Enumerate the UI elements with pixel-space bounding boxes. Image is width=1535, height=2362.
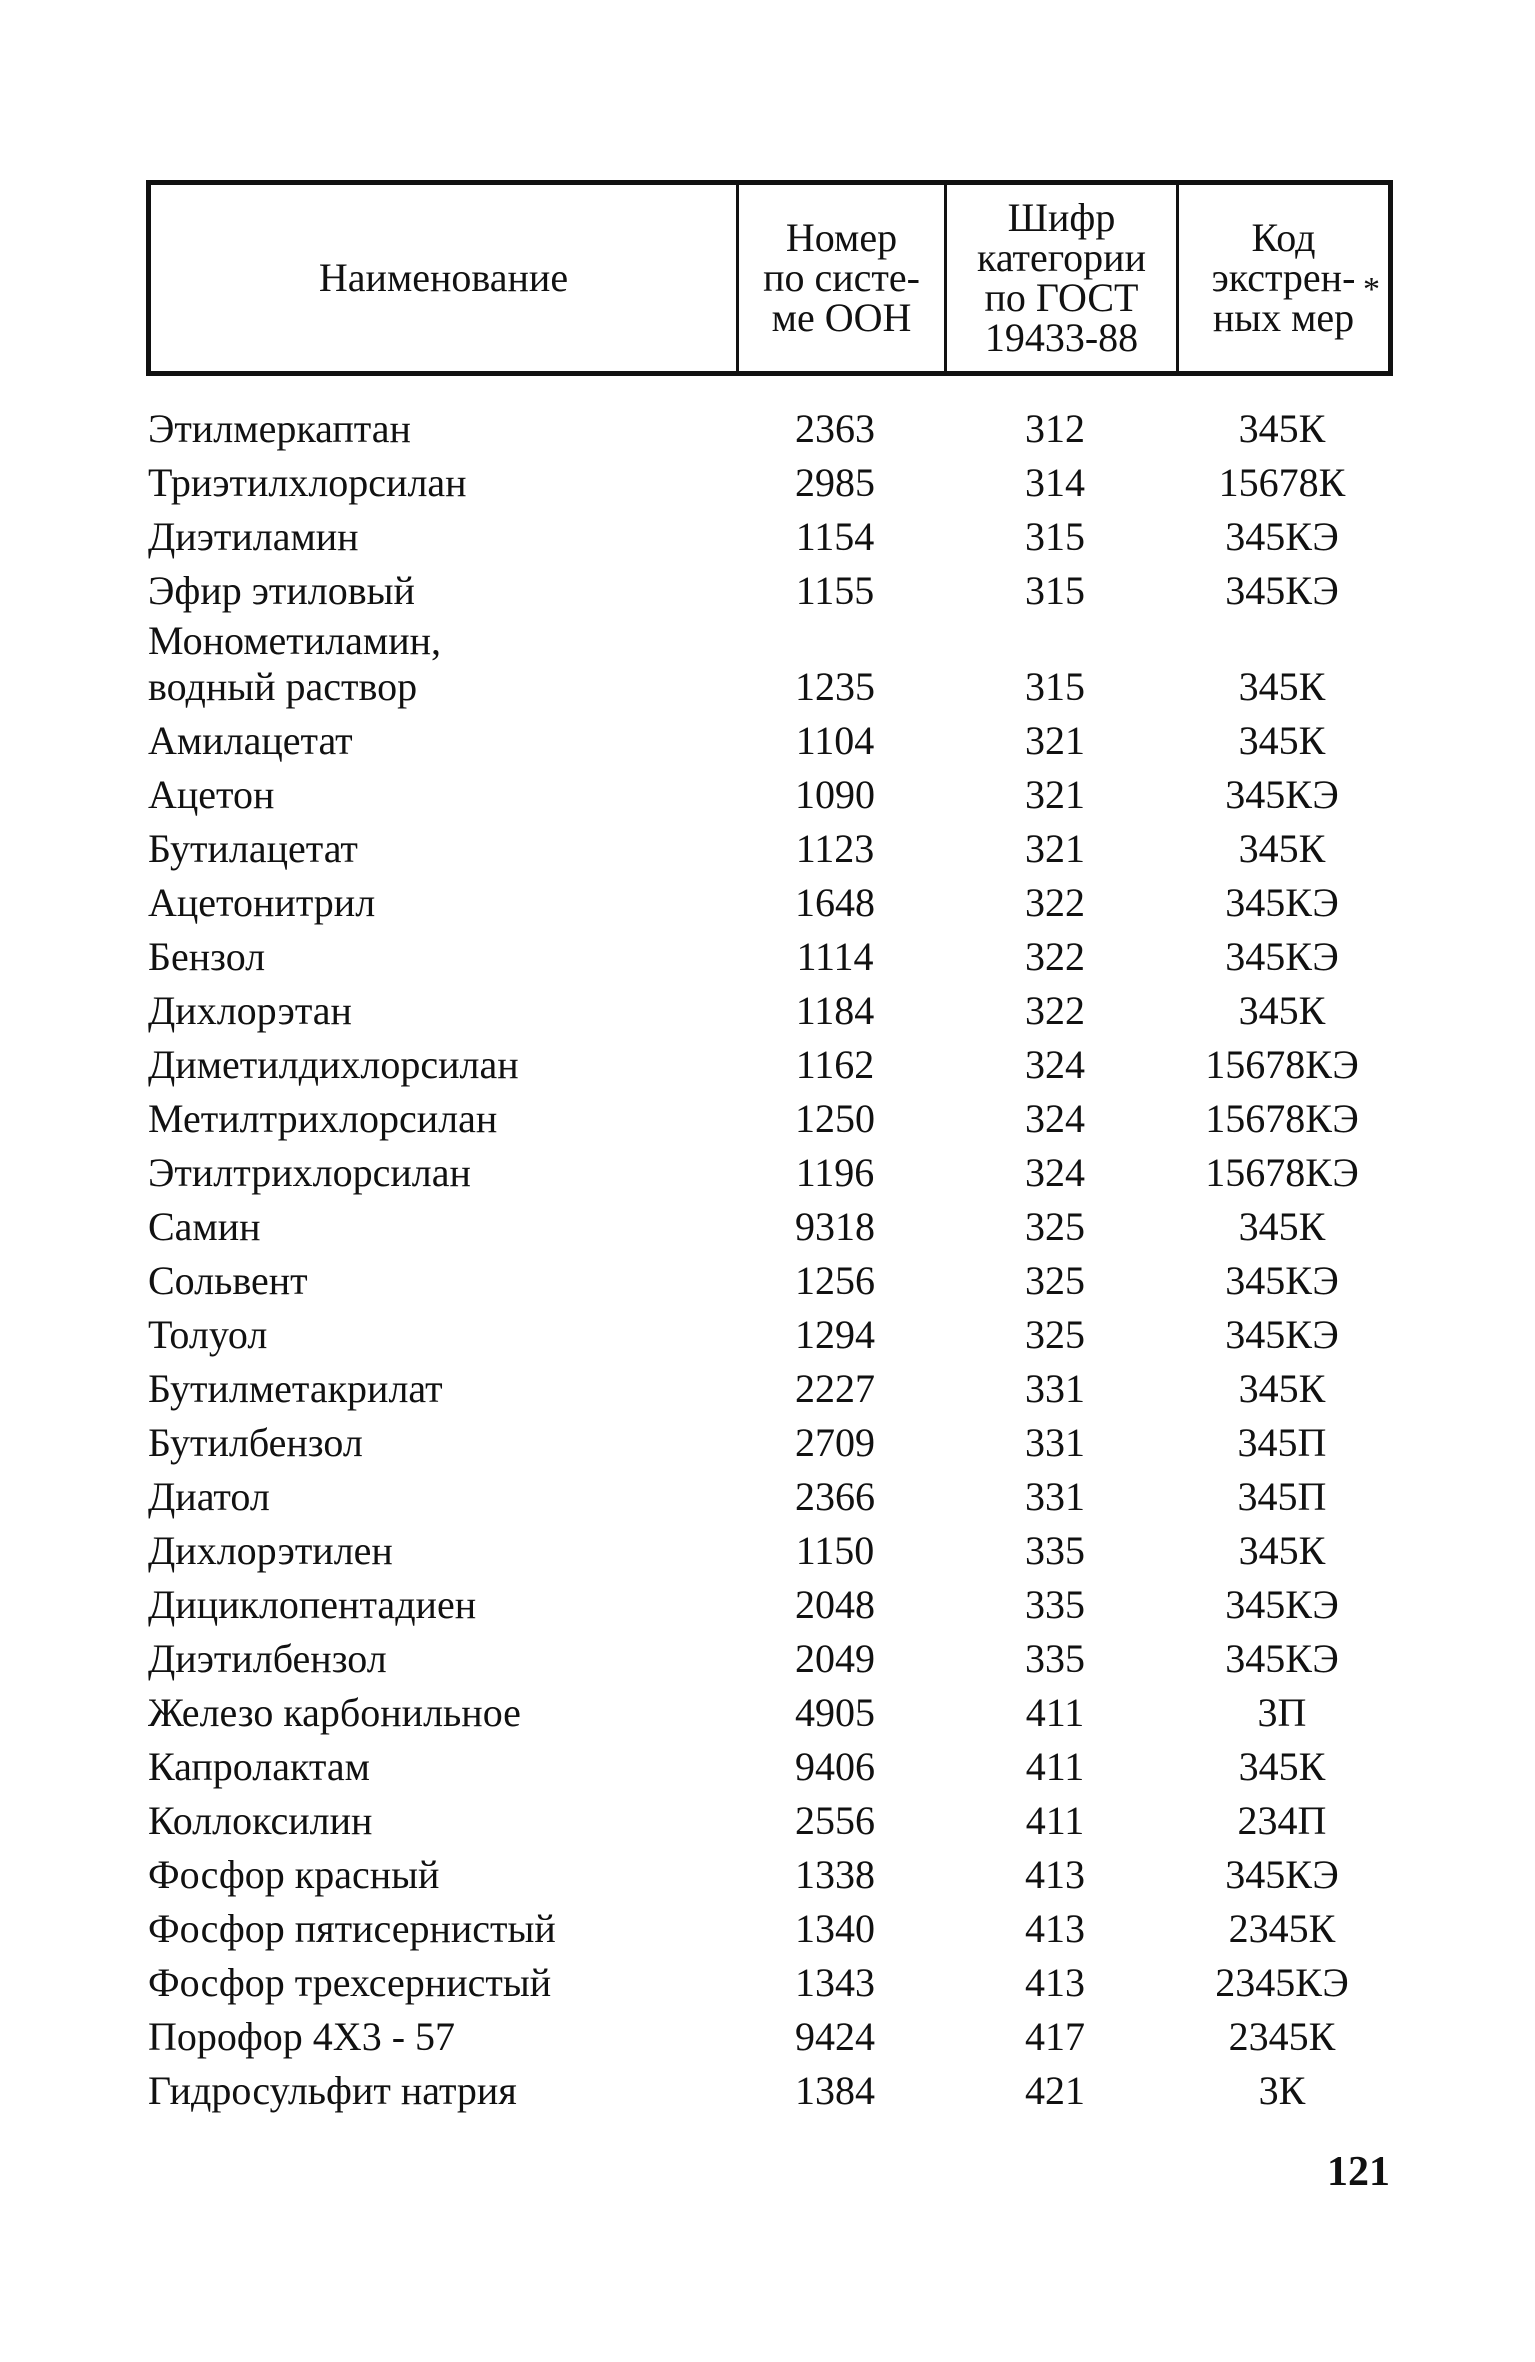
cell-un-number: 1340 bbox=[795, 1906, 875, 1951]
header-category: Шифр категории по ГОСТ 19433-88 bbox=[944, 185, 1176, 371]
cell-category: 322 bbox=[1025, 934, 1085, 979]
cell-name: Метилтрихлорсилан bbox=[148, 1096, 498, 1141]
cell-un-number: 9318 bbox=[795, 1204, 875, 1249]
cell-emergency-code: 345КЭ bbox=[1225, 1852, 1339, 1897]
table-header bbox=[146, 180, 1393, 376]
cell-category: 321 bbox=[1025, 826, 1085, 871]
table-row bbox=[146, 1898, 1393, 1952]
table-body bbox=[146, 398, 1393, 2114]
cell-emergency-code: 345КЭ bbox=[1225, 1312, 1339, 1357]
table-row bbox=[146, 398, 1393, 452]
cell-category: 325 bbox=[1025, 1204, 1085, 1249]
cell-emergency-code: 15678КЭ bbox=[1205, 1150, 1359, 1195]
table-row bbox=[146, 1196, 1393, 1250]
cell-category: 324 bbox=[1025, 1150, 1085, 1195]
cell-name: Порофор 4Х3 - 57 bbox=[148, 2014, 456, 2059]
cell-emergency-code: 345П bbox=[1237, 1420, 1327, 1465]
cell-category: 315 bbox=[1025, 568, 1085, 613]
cell-un-number: 2709 bbox=[795, 1420, 875, 1465]
cell-un-number: 1184 bbox=[795, 988, 875, 1033]
cell-un-number: 1162 bbox=[795, 1042, 875, 1087]
cell-category: 315 bbox=[1025, 514, 1085, 559]
cell-name: Капролактам bbox=[148, 1744, 370, 1789]
table-row bbox=[146, 1952, 1393, 2006]
cell-name: Диэтилбензол bbox=[148, 1636, 387, 1681]
cell-name: Бутилацетат bbox=[148, 826, 358, 871]
cell-category: 322 bbox=[1025, 880, 1085, 925]
cell-name: Коллоксилин bbox=[148, 1798, 373, 1843]
table-row bbox=[146, 818, 1393, 872]
cell-emergency-code: 345П bbox=[1237, 1474, 1327, 1519]
table-row bbox=[146, 614, 1393, 710]
cell-category: 413 bbox=[1025, 1960, 1085, 2005]
cell-emergency-code: 2345К bbox=[1228, 1906, 1336, 1951]
table-row bbox=[146, 1250, 1393, 1304]
table-row bbox=[146, 452, 1393, 506]
cell-name: Фосфор красный bbox=[148, 1852, 440, 1897]
table-row bbox=[146, 1628, 1393, 1682]
cell-un-number: 1104 bbox=[795, 718, 875, 763]
cell-category: 421 bbox=[1025, 2068, 1085, 2113]
cell-un-number: 1123 bbox=[795, 826, 875, 871]
cell-emergency-code: 2345К bbox=[1228, 2014, 1336, 2059]
table-row bbox=[146, 1574, 1393, 1628]
cell-emergency-code: 345КЭ bbox=[1225, 568, 1339, 613]
cell-un-number: 9424 bbox=[795, 2014, 875, 2059]
cell-name: Сольвент bbox=[148, 1258, 308, 1303]
cell-name: Этилтрихлорсилан bbox=[148, 1150, 471, 1195]
cell-name: Дициклопентадиен bbox=[148, 1582, 477, 1627]
cell-un-number: 1090 bbox=[795, 772, 875, 817]
table-row bbox=[146, 1844, 1393, 1898]
cell-un-number: 1150 bbox=[795, 1528, 875, 1573]
cell-category: 411 bbox=[1025, 1744, 1085, 1789]
cell-emergency-code: 345К bbox=[1238, 406, 1326, 451]
cell-name: Фосфор пятисернистый bbox=[148, 1906, 556, 1951]
cell-category: 417 bbox=[1025, 2014, 1085, 2059]
cell-name: Ацетон bbox=[148, 772, 275, 817]
table-row bbox=[146, 872, 1393, 926]
cell-name: Толуол bbox=[148, 1312, 268, 1357]
cell-category: 322 bbox=[1025, 988, 1085, 1033]
cell-emergency-code: 345КЭ bbox=[1225, 772, 1339, 817]
table-row bbox=[146, 1466, 1393, 1520]
table-row bbox=[146, 1682, 1393, 1736]
table-row bbox=[146, 506, 1393, 560]
cell-name: Эфир этиловый bbox=[148, 568, 415, 613]
header-name: Наименование bbox=[318, 255, 569, 300]
cell-name: Триэтилхлорсилан bbox=[148, 460, 467, 505]
cell-name: Бутилметакрилат bbox=[148, 1366, 443, 1411]
cell-name: Монометиламин, водный раствор bbox=[148, 618, 442, 709]
cell-emergency-code: 2345КЭ bbox=[1215, 1960, 1349, 2005]
table-row bbox=[146, 1790, 1393, 1844]
cell-category: 335 bbox=[1025, 1528, 1085, 1573]
cell-un-number: 1250 bbox=[795, 1096, 875, 1141]
cell-category: 312 bbox=[1025, 406, 1085, 451]
cell-un-number: 1384 bbox=[795, 2068, 875, 2113]
cell-name: Бутилбензол bbox=[148, 1420, 363, 1465]
page-number: 121 bbox=[1327, 2149, 1390, 2195]
cell-name: Этилмеркаптан bbox=[148, 406, 411, 451]
cell-category: 335 bbox=[1025, 1582, 1085, 1627]
table-row bbox=[146, 1088, 1393, 1142]
header-un-number: Номер по систе- ме ООН bbox=[736, 185, 944, 371]
table-row bbox=[146, 1736, 1393, 1790]
cell-category: 331 bbox=[1025, 1474, 1085, 1519]
cell-un-number: 2985 bbox=[795, 460, 875, 505]
table-row bbox=[146, 2006, 1393, 2060]
cell-name: Железо карбонильное bbox=[148, 1690, 521, 1735]
cell-name: Дихлорэтан bbox=[148, 988, 352, 1033]
cell-category: 413 bbox=[1025, 1852, 1085, 1897]
cell-un-number: 1154 bbox=[795, 514, 875, 559]
cell-emergency-code: 345КЭ bbox=[1225, 934, 1339, 979]
cell-name: Фосфор трехсернистый bbox=[148, 1960, 552, 2005]
cell-un-number: 9406 bbox=[795, 1744, 875, 1789]
cell-un-number: 1235 bbox=[795, 664, 875, 709]
cell-category: 321 bbox=[1025, 772, 1085, 817]
header-emergency-code bbox=[1176, 185, 1388, 371]
cell-name: Диметилдихлорсилан bbox=[148, 1042, 519, 1087]
cell-un-number: 2048 bbox=[795, 1582, 875, 1627]
cell-category: 321 bbox=[1025, 718, 1085, 763]
cell-category: 324 bbox=[1025, 1096, 1085, 1141]
cell-emergency-code: 345К bbox=[1238, 988, 1326, 1033]
cell-category: 331 bbox=[1025, 1366, 1085, 1411]
cell-emergency-code: 15678КЭ bbox=[1205, 1042, 1359, 1087]
table-row bbox=[146, 1358, 1393, 1412]
cell-emergency-code: 345КЭ bbox=[1225, 1636, 1339, 1681]
cell-name: Дихлорэтилен bbox=[148, 1528, 393, 1573]
cell-category: 331 bbox=[1025, 1420, 1085, 1465]
cell-name: Бензол bbox=[148, 934, 266, 979]
table-row bbox=[146, 1304, 1393, 1358]
table-row bbox=[146, 1034, 1393, 1088]
cell-un-number: 2363 bbox=[795, 406, 875, 451]
cell-name: Диэтиламин bbox=[148, 514, 359, 559]
cell-emergency-code: 345К bbox=[1238, 826, 1326, 871]
cell-un-number: 2366 bbox=[795, 1474, 875, 1519]
table-row bbox=[146, 926, 1393, 980]
cell-name: Амилацетат bbox=[148, 718, 353, 763]
cell-emergency-code: 3П bbox=[1257, 1690, 1307, 1735]
cell-un-number: 2049 bbox=[795, 1636, 875, 1681]
cell-un-number: 1114 bbox=[796, 934, 874, 979]
cell-emergency-code: 15678КЭ bbox=[1205, 1096, 1359, 1141]
cell-emergency-code: 345КЭ bbox=[1225, 1258, 1339, 1303]
cell-category: 325 bbox=[1025, 1258, 1085, 1303]
table-row bbox=[146, 1142, 1393, 1196]
cell-emergency-code: 3К bbox=[1258, 2068, 1306, 2113]
cell-category: 324 bbox=[1025, 1042, 1085, 1087]
cell-name: Диатол bbox=[148, 1474, 270, 1519]
cell-un-number: 1343 bbox=[795, 1960, 875, 2005]
cell-un-number: 1155 bbox=[795, 568, 875, 613]
cell-un-number: 4905 bbox=[795, 1690, 875, 1735]
cell-category: 411 bbox=[1025, 1690, 1085, 1735]
cell-emergency-code: 345К bbox=[1238, 1204, 1326, 1249]
cell-un-number: 1294 bbox=[795, 1312, 875, 1357]
cell-un-number: 1256 bbox=[795, 1258, 875, 1303]
table-row bbox=[146, 2060, 1393, 2114]
table-row bbox=[146, 980, 1393, 1034]
cell-emergency-code: 345КЭ bbox=[1225, 1582, 1339, 1627]
cell-emergency-code: 345К bbox=[1238, 1744, 1326, 1789]
cell-name: Гидросульфит натрия bbox=[148, 2068, 517, 2113]
table-row bbox=[146, 764, 1393, 818]
cell-un-number: 1196 bbox=[795, 1150, 875, 1195]
cell-category: 325 bbox=[1025, 1312, 1085, 1357]
cell-emergency-code: 15678К bbox=[1218, 460, 1346, 505]
cell-category: 413 bbox=[1025, 1906, 1085, 1951]
cell-emergency-code: 234П bbox=[1237, 1798, 1327, 1843]
cell-un-number: 1338 bbox=[795, 1852, 875, 1897]
table-row bbox=[146, 1412, 1393, 1466]
cell-category: 335 bbox=[1025, 1636, 1085, 1681]
cell-emergency-code: 345КЭ bbox=[1225, 514, 1339, 559]
cell-name: Самин bbox=[148, 1204, 261, 1249]
cell-emergency-code: 345КЭ bbox=[1225, 880, 1339, 925]
cell-un-number: 1648 bbox=[795, 880, 875, 925]
cell-name: Ацетонитрил bbox=[148, 880, 376, 925]
cell-emergency-code: 345К bbox=[1238, 664, 1326, 709]
cell-category: 314 bbox=[1025, 460, 1085, 505]
cell-category: 315 bbox=[1025, 664, 1085, 709]
cell-emergency-code: 345К bbox=[1238, 718, 1326, 763]
cell-emergency-code: 345К bbox=[1238, 1366, 1326, 1411]
table-row bbox=[146, 710, 1393, 764]
table-row bbox=[146, 560, 1393, 614]
table-row bbox=[146, 1520, 1393, 1574]
cell-un-number: 2227 bbox=[795, 1366, 875, 1411]
cell-category: 411 bbox=[1025, 1798, 1085, 1843]
cell-un-number: 2556 bbox=[795, 1798, 875, 1843]
cell-emergency-code: 345К bbox=[1238, 1528, 1326, 1573]
footnote-asterisk: * bbox=[1363, 271, 1380, 308]
header-emergency-code-label: Код экстрен- ных мер bbox=[1211, 215, 1356, 340]
